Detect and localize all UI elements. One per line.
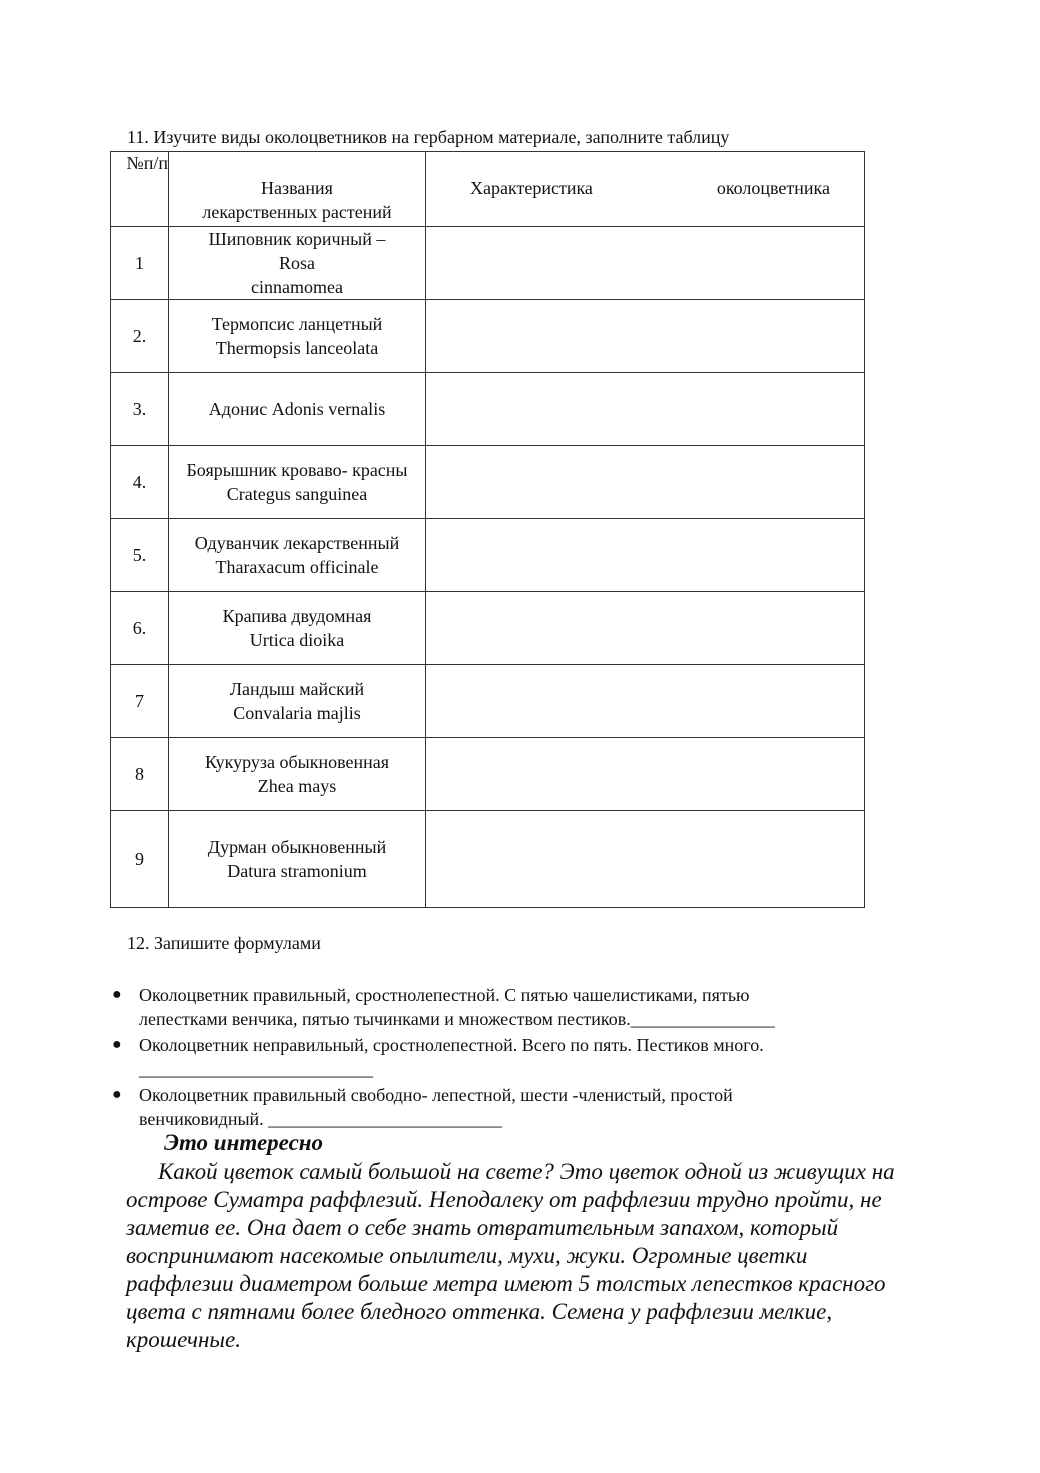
plant-name-line: Адонис Adonis vernalis <box>208 399 386 419</box>
formula-line: Околоцветник правильный свободно- лепестной, шести -членистый, простой <box>139 1085 733 1105</box>
bullet-icon: ● <box>112 1036 122 1053</box>
formula-item <box>110 1083 910 1131</box>
plant-name-line: Дурман обыкновенный <box>207 837 387 857</box>
row-number: 3. <box>111 373 169 446</box>
interesting-line: Какой цветок самый большой на свете? Это цветок одной из живущих на <box>158 1159 895 1184</box>
header-number: №п/п <box>111 152 169 227</box>
characteristic-cell[interactable] <box>426 811 865 908</box>
header-characteristic <box>426 152 865 227</box>
interesting-line: заметив ее. Она дает о себе знать отвратительным запахом, который <box>126 1215 839 1240</box>
plant-name-line: Кукуруза обыкновенная <box>204 752 390 772</box>
plant-name-cell <box>169 373 426 446</box>
header-characteristic-word2: околоцветника <box>716 178 830 198</box>
table-row <box>111 811 865 908</box>
plant-name-cell <box>169 811 426 908</box>
characteristic-cell[interactable] <box>426 227 865 300</box>
table-row <box>111 227 865 300</box>
interesting-line: крошечные. <box>126 1327 241 1352</box>
formula-line: лепестками венчика, пятью тычинками и множеством пестиков.________________ <box>139 1009 775 1029</box>
formula-list <box>110 983 910 1133</box>
plant-name-line: Zhea mays <box>257 776 337 796</box>
plant-name-line: cinnamomea <box>251 277 343 297</box>
characteristic-cell[interactable] <box>426 373 865 446</box>
plant-name-line: Crategus sanguinea <box>226 484 368 504</box>
row-number: 6. <box>111 592 169 665</box>
plant-name-line: Термопсис ланцетный <box>211 314 383 334</box>
plant-name-line: Thermopsis lanceolata <box>215 338 379 358</box>
plant-name-cell <box>169 300 426 373</box>
plant-name-line: Одуванчик лекарственный <box>194 533 400 553</box>
formula-line: __________________________ <box>139 1059 373 1079</box>
table-row <box>111 592 865 665</box>
formula-item <box>110 1033 910 1081</box>
interesting-title: Это интересно <box>164 1130 324 1155</box>
interesting-text <box>126 1158 956 1354</box>
formula-line: венчиковидный. __________________________ <box>139 1109 503 1129</box>
table-row <box>111 373 865 446</box>
row-number: 9 <box>111 811 169 908</box>
plant-name-line: Tharaxacum officinale <box>215 557 379 577</box>
herbarium-table <box>110 151 865 908</box>
bullet-icon: ● <box>112 1086 122 1103</box>
table-row <box>111 446 865 519</box>
interesting-line: острове Суматра раффлезий. Неподалеку от раффлезии трудно пройти, не <box>126 1187 882 1212</box>
characteristic-cell[interactable] <box>426 300 865 373</box>
interesting-line: цвета с пятнами более бледного оттенка. Семена у раффлезии мелкие, <box>126 1299 833 1324</box>
row-number: 2. <box>111 300 169 373</box>
header-plant-name-line1: Названия <box>261 178 333 198</box>
plant-name-line: Convalaria majlis <box>233 703 361 723</box>
table-header-row <box>111 152 865 227</box>
plant-name-line: Боярышник кроваво- красны <box>186 460 408 480</box>
table-row <box>111 665 865 738</box>
plant-name-cell <box>169 446 426 519</box>
interesting-line: раффлезии диаметром больше метра имеют 5 толстых лепестков красного <box>126 1271 886 1296</box>
row-number: 5. <box>111 519 169 592</box>
plant-name-line: Rosa <box>279 253 315 273</box>
formula-item <box>110 983 910 1031</box>
plant-name-cell <box>169 519 426 592</box>
row-number: 7 <box>111 665 169 738</box>
plant-name-line: Urtica dioika <box>249 630 345 650</box>
bullet-icon: ● <box>112 986 122 1003</box>
table-row <box>111 738 865 811</box>
task-11-title: 11. Изучите виды околоцветников на гербарном материале, заполните таблицу <box>127 127 730 147</box>
plant-name-cell <box>169 227 426 300</box>
plant-name-line: Шиповник коричный – <box>208 229 386 249</box>
characteristic-cell[interactable] <box>426 592 865 665</box>
characteristic-cell[interactable] <box>426 519 865 592</box>
formula-line: Околоцветник правильный, сростнолепестной. С пятью чашелистиками, пятью <box>139 985 750 1005</box>
characteristic-cell[interactable] <box>426 738 865 811</box>
header-characteristic-word1: Характеристика <box>470 178 593 198</box>
row-number: 8 <box>111 738 169 811</box>
plant-name-line: Ландыш майский <box>229 679 365 699</box>
header-plant-name-line2: лекарственных растений <box>202 202 392 222</box>
plant-name-cell <box>169 592 426 665</box>
plant-name-cell <box>169 738 426 811</box>
table-row <box>111 300 865 373</box>
plant-name-line: Крапива двудомная <box>222 606 372 626</box>
table-row <box>111 519 865 592</box>
interesting-line: воспринимают насекомые опылители, мухи, жуки. Огромные цветки <box>126 1243 808 1268</box>
characteristic-cell[interactable] <box>426 446 865 519</box>
header-plant-name <box>169 152 426 227</box>
plant-name-line: Datura stramonium <box>227 861 367 881</box>
task-12-title: 12. Запишите формулами <box>127 933 321 953</box>
plant-name-cell <box>169 665 426 738</box>
formula-line: Околоцветник неправильный, сростнолепестной. Всего по пять. Пестиков много. <box>139 1035 764 1055</box>
row-number: 1 <box>111 227 169 300</box>
row-number: 4. <box>111 446 169 519</box>
characteristic-cell[interactable] <box>426 665 865 738</box>
